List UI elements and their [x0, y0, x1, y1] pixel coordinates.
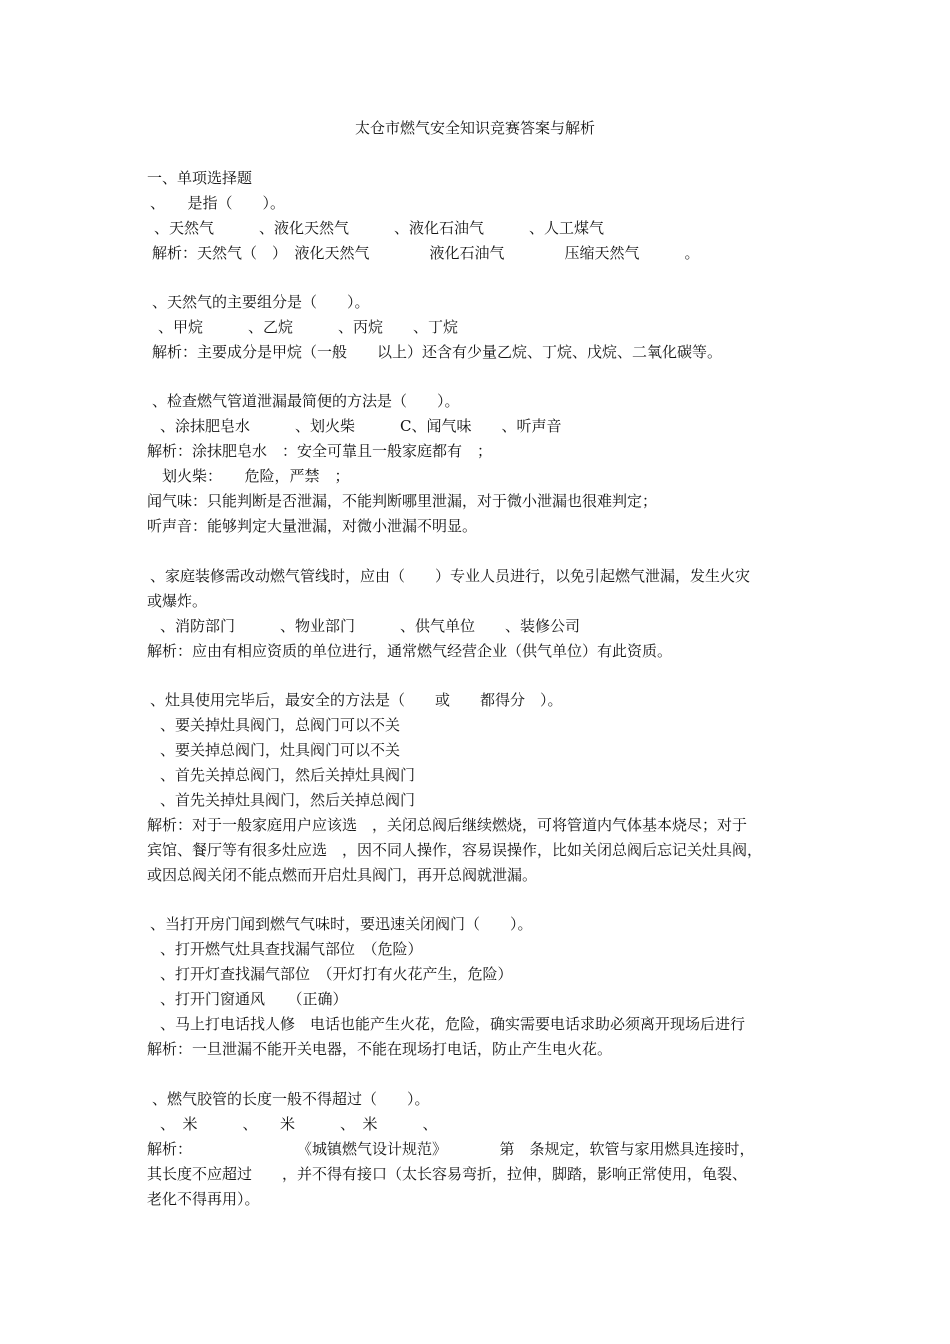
question-6-option: 、打开门窗通风 （正确）	[160, 990, 348, 1008]
question-3-stem: 、检查燃气管道泄漏最简便的方法是（ ）。	[152, 392, 460, 410]
question-1-stem: 、 是指（ ）。	[150, 194, 286, 212]
question-7-analysis-line: 解析： 《城镇燃气设计规范》 第 条规定，软管与家用燃具连接时，	[147, 1140, 755, 1158]
section-heading: 一、单项选择题	[147, 169, 253, 187]
question-6-option: 、打开燃气灶具查找漏气部位 （危险）	[160, 940, 423, 958]
question-6-analysis: 解析：一旦泄漏不能开关电器，不能在现场打电话，防止产生电火花。	[147, 1040, 613, 1058]
question-7-options: 、 米 、 米 、 米 、	[160, 1115, 438, 1133]
question-5-option: 、首先关掉总阀门，然后关掉灶具阀门	[160, 766, 416, 784]
question-5-option: 、要关掉灶具阀门，总阀门可以不关	[160, 716, 401, 734]
question-5-option: 、首先关掉灶具阀门，然后关掉总阀门	[160, 791, 416, 809]
question-4-stem: 、家庭装修需改动燃气管线时，应由（ ）专业人员进行，以免引起燃气泄漏，发生火灾	[150, 567, 751, 585]
question-5-analysis-line: 宾馆、餐厅等有很多灶应选 ，因不同人操作，容易误操作，比如关闭总阀后忘记关灶具阀，	[147, 841, 763, 859]
document-title: 太仓市燃气安全知识竞赛答案与解析	[354, 119, 595, 137]
question-2-options: 、甲烷 、乙烷 、丙烷 、丁烷	[158, 318, 459, 336]
question-5-stem: 、灶具使用完毕后，最安全的方法是（ 或 都得分 ）。	[150, 691, 563, 709]
question-3-analysis-line: 划火柴： 危险，严禁 ；	[147, 467, 350, 485]
question-3-analysis-line: 解析：涂抹肥皂水 ：安全可靠且一般家庭都有 ；	[147, 442, 493, 460]
question-7-analysis-line: 老化不得再用）。	[147, 1190, 260, 1208]
question-7-analysis-line: 其长度不应超过 ，并不得有接口（太长容易弯折，拉伸，脚踏，影响正常使用，龟裂、	[147, 1165, 748, 1183]
question-4-options: 、消防部门 、物业部门 、供气单位 、装修公司	[160, 617, 581, 635]
question-3-analysis-line: 听声音：能够判定大量泄漏，对微小泄漏不明显。	[147, 517, 478, 535]
question-5-analysis-line: 解析：对于一般家庭用户应该选 ，关闭总阀后继续燃烧，可将管道内气体基本烧尽；对于	[147, 816, 748, 834]
question-5-option: 、要关掉总阀门，灶具阀门可以不关	[160, 741, 401, 759]
question-2-stem: 、天然气的主要组分是（ ）。	[152, 293, 370, 311]
question-2-analysis: 解析：主要成分是甲烷（一般 以上）还含有少量乙烷、丁烷、戊烷、二氧化碳等。	[152, 343, 723, 361]
question-1-analysis: 解析：天然气（ ） 液化天然气 液化石油气 压缩天然气 。	[152, 244, 700, 262]
question-4-analysis: 解析：应由有相应资质的单位进行，通常燃气经营企业（供气单位）有此资质。	[147, 642, 673, 660]
question-3-options: 、涂抹肥皂水 、划火柴 C、闻气味 、听声音	[160, 417, 562, 435]
question-6-option: 、马上打电话找人修 电话也能产生火花，危险，确实需要电话求助必须离开现场后进行	[160, 1015, 746, 1033]
question-5-analysis-line: 或因总阀关闭不能点燃而开启灶具阀门，再开总阀就泄漏。	[147, 866, 538, 884]
question-1-options: 、天然气 、液化天然气 、液化石油气 、人工煤气	[154, 219, 605, 237]
question-4-stem-continued: 或爆炸。	[147, 592, 208, 610]
question-7-stem: 、燃气胶管的长度一般不得超过（ ）。	[152, 1090, 430, 1108]
question-6-stem: 、当打开房门闻到燃气气味时，要迅速关闭阀门（ ）。	[150, 915, 533, 933]
question-6-option: 、打开灯查找漏气部位 （开灯打有火花产生，危险）	[160, 965, 513, 983]
question-3-analysis-line: 闻气味：只能判断是否泄漏，不能判断哪里泄漏，对于微小泄漏也很难判定；	[147, 492, 658, 510]
